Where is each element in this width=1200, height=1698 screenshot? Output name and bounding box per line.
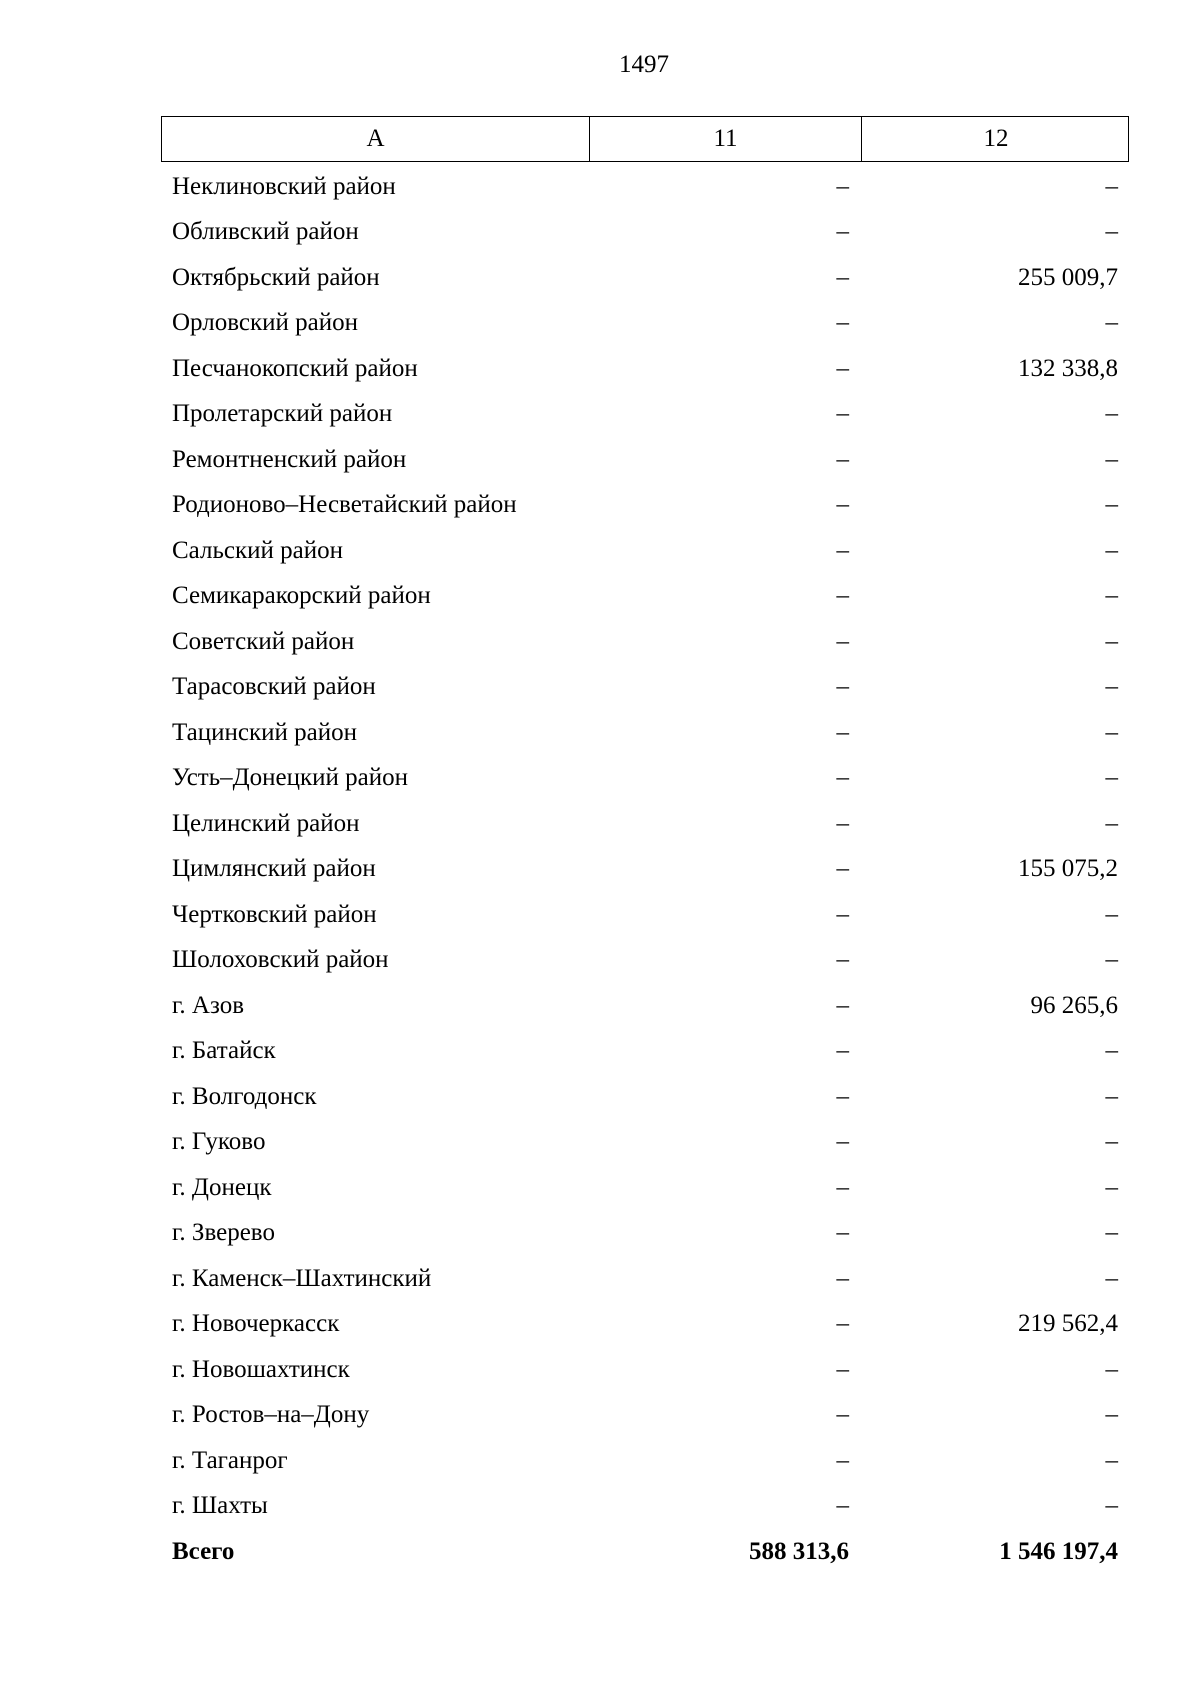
- row-name: Целинский район: [172, 809, 360, 837]
- row-name: г. Каменск–Шахтинский: [172, 1264, 432, 1292]
- table-row: [161, 801, 1129, 847]
- row-name: Цимлянский район: [172, 855, 376, 883]
- table-body: [161, 164, 1129, 1575]
- row-value-12: –: [1105, 491, 1118, 519]
- row-value-11: –: [836, 1082, 849, 1110]
- row-value-12: 132 338,8: [1018, 354, 1118, 382]
- table-row: [161, 847, 1129, 893]
- row-value-11: –: [836, 718, 849, 746]
- row-name: Неклиновский район: [172, 172, 396, 200]
- row-value-12: –: [1105, 582, 1118, 610]
- row-value-11: –: [836, 354, 849, 382]
- row-name: Тацинский район: [172, 718, 357, 746]
- row-name: Тарасовский район: [172, 673, 376, 701]
- row-value-12: –: [1105, 1492, 1118, 1520]
- row-value-11: –: [836, 582, 849, 610]
- row-value-11: –: [836, 673, 849, 701]
- row-value-11: –: [836, 1264, 849, 1292]
- table-row: [161, 1438, 1129, 1484]
- row-name: Обливский район: [172, 218, 359, 246]
- row-value-12: –: [1105, 1219, 1118, 1247]
- row-value-11: –: [836, 764, 849, 792]
- table-row: [161, 1302, 1129, 1348]
- row-value-12: –: [1105, 536, 1118, 564]
- row-value-11: –: [836, 1355, 849, 1383]
- table-row: [161, 665, 1129, 711]
- table-row: [161, 528, 1129, 574]
- row-value-11: –: [836, 1128, 849, 1156]
- row-value-11: –: [836, 309, 849, 337]
- row-value-12: –: [1105, 400, 1118, 428]
- table-row: [161, 756, 1129, 802]
- table-row: [161, 938, 1129, 984]
- row-value-12: –: [1105, 1355, 1118, 1383]
- row-name: Шолоховский район: [172, 946, 389, 974]
- table-row: [161, 483, 1129, 529]
- table-row: [161, 1074, 1129, 1120]
- row-value-12: –: [1105, 764, 1118, 792]
- table-row: [161, 1347, 1129, 1393]
- row-name: г. Новошахтинск: [172, 1355, 350, 1383]
- row-name: г. Шахты: [172, 1492, 268, 1520]
- row-value-12: –: [1105, 1401, 1118, 1429]
- row-name: г. Гуково: [172, 1128, 266, 1156]
- row-value-11: –: [836, 172, 849, 200]
- row-value-11: –: [836, 946, 849, 974]
- row-value-11: –: [836, 1219, 849, 1247]
- header-cell-12: 12: [861, 117, 1130, 161]
- row-value-12: –: [1105, 1037, 1118, 1065]
- table-row: [161, 1256, 1129, 1302]
- row-value-11: –: [836, 991, 849, 1019]
- row-name: Советский район: [172, 627, 355, 655]
- table-row: [161, 301, 1129, 347]
- row-value-11: –: [836, 627, 849, 655]
- row-value-12: –: [1105, 900, 1118, 928]
- row-value-12: –: [1105, 673, 1118, 701]
- row-name: г. Волгодонск: [172, 1082, 317, 1110]
- row-name: г. Таганрог: [172, 1446, 288, 1474]
- table-row: [161, 574, 1129, 620]
- row-value-11: –: [836, 263, 849, 291]
- table-row: [161, 892, 1129, 938]
- row-name: г. Новочеркасск: [172, 1310, 340, 1338]
- table-row: [161, 210, 1129, 256]
- header-cell-11: 11: [589, 117, 861, 161]
- row-name: г. Ростов–на–Дону: [172, 1401, 370, 1429]
- row-value-11: –: [836, 1037, 849, 1065]
- row-value-11: –: [836, 536, 849, 564]
- row-name: г. Азов: [172, 991, 245, 1019]
- row-value-11: –: [836, 900, 849, 928]
- row-value-12: –: [1105, 1128, 1118, 1156]
- row-name: Орловский район: [172, 309, 358, 337]
- row-value-11: –: [836, 855, 849, 883]
- row-value-12: –: [1105, 627, 1118, 655]
- row-value-12: –: [1105, 809, 1118, 837]
- row-value-12: 96 265,6: [1030, 991, 1118, 1019]
- row-value-11: –: [836, 1401, 849, 1429]
- table-row: [161, 346, 1129, 392]
- row-value-12: –: [1105, 718, 1118, 746]
- table-row: [161, 983, 1129, 1029]
- row-value-12: –: [1105, 1446, 1118, 1474]
- row-name: Семикаракорский район: [172, 582, 431, 610]
- row-value-11: –: [836, 1492, 849, 1520]
- total-row: [161, 1529, 1129, 1575]
- table-row: [161, 710, 1129, 756]
- row-value-11: –: [836, 491, 849, 519]
- row-name: г. Батайск: [172, 1037, 276, 1065]
- total-value-11: 588 313,6: [749, 1537, 849, 1565]
- row-value-12: 155 075,2: [1018, 855, 1118, 883]
- row-name: Песчанокопский район: [172, 354, 418, 382]
- table-row: [161, 1120, 1129, 1166]
- table-row: [161, 437, 1129, 483]
- header-cell-a: A: [366, 125, 385, 152]
- row-value-12: –: [1105, 218, 1118, 246]
- row-name: Сальский район: [172, 536, 343, 564]
- row-name: Чертковский район: [172, 900, 377, 928]
- row-value-11: –: [836, 218, 849, 246]
- row-name: г. Донецк: [172, 1173, 272, 1201]
- table-row: [161, 255, 1129, 301]
- row-name: Пролетарский район: [172, 400, 393, 428]
- table-row: [161, 164, 1129, 210]
- row-name: г. Зверево: [172, 1219, 275, 1247]
- row-value-11: –: [836, 1310, 849, 1338]
- row-value-12: –: [1105, 1264, 1118, 1292]
- total-label: Всего: [172, 1537, 235, 1565]
- row-value-11: –: [836, 400, 849, 428]
- row-value-12: –: [1105, 946, 1118, 974]
- page-number: 1497: [619, 51, 669, 78]
- table-row: [161, 1484, 1129, 1530]
- row-name: Родионово–Несветайский район: [172, 491, 517, 519]
- total-value-12: 1 546 197,4: [999, 1537, 1118, 1565]
- row-name: Октябрьский район: [172, 263, 380, 291]
- row-name: Ремонтненский район: [172, 445, 407, 473]
- table-row: [161, 1165, 1129, 1211]
- row-value-12: –: [1105, 445, 1118, 473]
- row-value-12: –: [1105, 309, 1118, 337]
- row-value-11: –: [836, 445, 849, 473]
- table-row: [161, 619, 1129, 665]
- row-value-11: –: [836, 809, 849, 837]
- row-value-12: –: [1105, 1173, 1118, 1201]
- row-name: Усть–Донецкий район: [172, 764, 409, 792]
- table-row: [161, 1393, 1129, 1439]
- row-value-11: –: [836, 1173, 849, 1201]
- table-row: [161, 392, 1129, 438]
- table-row: [161, 1029, 1129, 1075]
- row-value-12: –: [1105, 1082, 1118, 1110]
- row-value-12: 255 009,7: [1018, 263, 1118, 291]
- row-value-12: –: [1105, 172, 1118, 200]
- table-header: [161, 116, 1129, 162]
- row-value-11: –: [836, 1446, 849, 1474]
- row-value-12: 219 562,4: [1018, 1310, 1118, 1338]
- table-row: [161, 1211, 1129, 1257]
